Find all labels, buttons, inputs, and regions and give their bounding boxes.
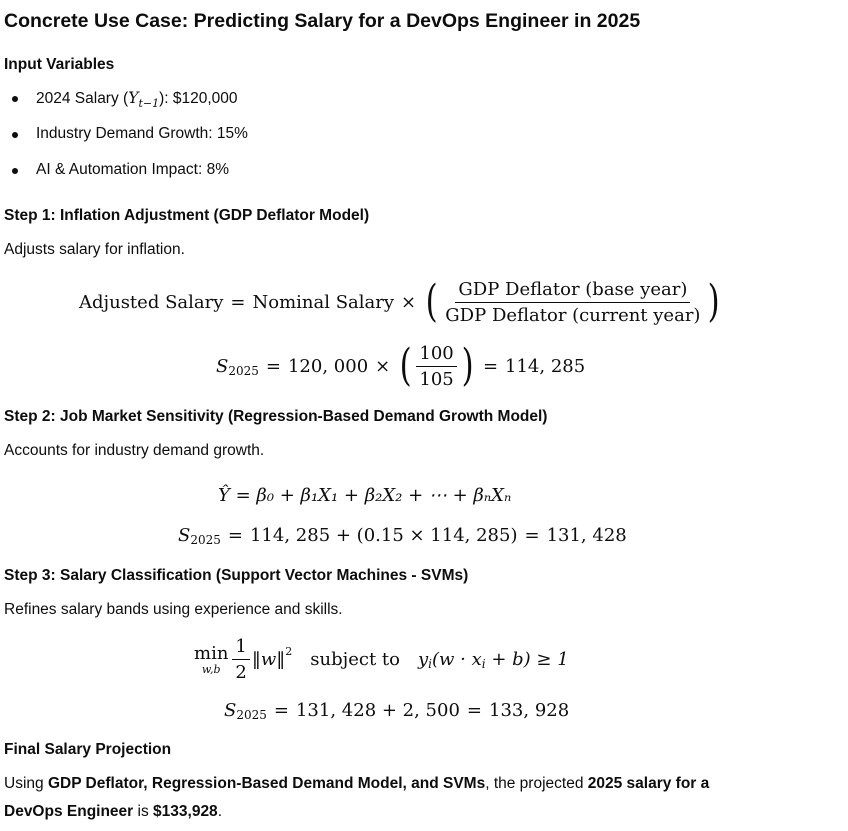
step1-calculation bbox=[216, 340, 585, 392]
base-salary: 120, 000 bbox=[287, 355, 369, 377]
bullet-icon bbox=[12, 168, 18, 174]
subject-to: subject to bbox=[310, 648, 400, 670]
salary-var-sub: 2025 bbox=[236, 708, 267, 722]
input-label: Industry Demand Growth: bbox=[36, 125, 213, 142]
left-paren: ( bbox=[399, 340, 412, 391]
inputs-heading: Input Variables bbox=[4, 56, 115, 73]
text: . bbox=[217, 803, 222, 820]
input-item-ai bbox=[36, 161, 229, 179]
step2-calculation bbox=[178, 522, 627, 548]
formula-lhs: Adjusted Salary bbox=[79, 291, 224, 313]
min-operator bbox=[194, 643, 228, 675]
input-math: Y bbox=[128, 89, 139, 107]
input-item-salary bbox=[36, 89, 238, 108]
fraction-numerator: 100 bbox=[416, 343, 456, 367]
left-paren: ( bbox=[425, 276, 438, 327]
text: is bbox=[133, 803, 154, 820]
equals-sign: = bbox=[524, 524, 540, 546]
constraint-sub: i bbox=[428, 657, 433, 671]
calc-body: 131, 428 + 2, 500 bbox=[295, 699, 460, 721]
constraint-rest: (w · x bbox=[432, 648, 482, 670]
bold-text: DevOps Engineer bbox=[4, 803, 134, 820]
min-label: min bbox=[194, 643, 229, 664]
calc-body: 114, 285 + (0.15 × 114, 285) bbox=[249, 524, 518, 546]
fraction-denominator: 2 bbox=[235, 661, 247, 683]
result-value: 131, 428 bbox=[546, 524, 627, 546]
step2-desc: Accounts for industry demand growth. bbox=[4, 442, 265, 459]
step3-calculation bbox=[224, 697, 569, 723]
formula-rhs: Nominal Salary bbox=[252, 291, 395, 313]
input-value: 15% bbox=[212, 125, 248, 142]
bold-text: 2025 salary for a bbox=[587, 775, 710, 792]
input-value: $120,000 bbox=[168, 90, 238, 107]
equals-sign: = bbox=[273, 699, 289, 721]
regression-formula: Ŷ = β₀ + β₁X₁ + β₂X₂ + ⋯ + βₙXₙ bbox=[218, 484, 512, 506]
input-math-sub: t−1 bbox=[138, 97, 160, 110]
fraction bbox=[232, 636, 249, 683]
text: Using bbox=[4, 775, 48, 792]
step2-heading: Step 2: Job Market Sensitivity (Regression-Based Demand Growth Model) bbox=[4, 408, 548, 425]
text: , the projected bbox=[485, 775, 588, 792]
fraction bbox=[442, 279, 703, 326]
right-paren: ) bbox=[708, 276, 721, 327]
fraction-numerator: GDP Deflator (base year) bbox=[455, 279, 690, 303]
norm: ‖w‖ bbox=[251, 648, 286, 670]
salary-var-sub: 2025 bbox=[228, 364, 259, 378]
min-sub: w,b bbox=[201, 663, 221, 676]
equals-sign: = bbox=[230, 291, 246, 313]
step1-desc: Adjusts salary for inflation. bbox=[4, 241, 185, 258]
input-label: 2024 Salary ( bbox=[36, 90, 129, 107]
result-value: 133, 928 bbox=[489, 699, 570, 721]
bullet-icon bbox=[12, 96, 18, 102]
right-paren: ) bbox=[461, 340, 474, 391]
equals-sign: = bbox=[265, 355, 281, 377]
equals-sign: = bbox=[482, 355, 499, 377]
step1-heading: Step 1: Inflation Adjustment (GDP Deflator Model) bbox=[4, 207, 370, 224]
constraint-tail: + b) ≥ 1 bbox=[485, 648, 569, 670]
salary-var: S bbox=[178, 524, 191, 546]
result-value: 114, 285 bbox=[505, 355, 586, 377]
bold-text: GDP Deflator, Regression-Based Demand Model, and SVMs bbox=[47, 775, 486, 792]
times-sign: × bbox=[375, 355, 391, 377]
fraction-denominator: 105 bbox=[419, 368, 454, 390]
equals-sign: = bbox=[227, 524, 243, 546]
svm-formula bbox=[194, 633, 569, 685]
fraction-numerator: 1 bbox=[232, 636, 249, 660]
constraint-y: y bbox=[418, 648, 429, 670]
step3-desc: Refines salary bands using experience and skills. bbox=[4, 601, 343, 618]
step1-formula bbox=[79, 276, 723, 328]
input-value: 8% bbox=[202, 161, 229, 178]
final-line-1 bbox=[4, 775, 709, 793]
bullet-icon bbox=[12, 132, 18, 138]
salary-var: S bbox=[216, 355, 229, 377]
final-line-2 bbox=[4, 803, 222, 821]
input-label-close: ): bbox=[159, 90, 169, 107]
constraint-rest-sub: i bbox=[481, 657, 486, 671]
page-title: Concrete Use Case: Predicting Salary for a DevOps Engineer in 2025 bbox=[4, 10, 641, 32]
input-item-demand bbox=[36, 125, 248, 143]
fraction bbox=[416, 343, 456, 390]
salary-var-sub: 2025 bbox=[190, 533, 221, 547]
final-salary-value: $133,928 bbox=[153, 803, 218, 820]
norm-sup: 2 bbox=[285, 644, 293, 658]
final-heading: Final Salary Projection bbox=[4, 741, 172, 758]
times-sign: × bbox=[401, 291, 417, 313]
equals-sign: = bbox=[466, 699, 483, 721]
salary-var: S bbox=[224, 699, 237, 721]
fraction-denominator: GDP Deflator (current year) bbox=[445, 304, 701, 326]
input-label: AI & Automation Impact: bbox=[36, 161, 203, 178]
step3-heading: Step 3: Salary Classification (Support Vector Machines - SVMs) bbox=[4, 567, 469, 584]
